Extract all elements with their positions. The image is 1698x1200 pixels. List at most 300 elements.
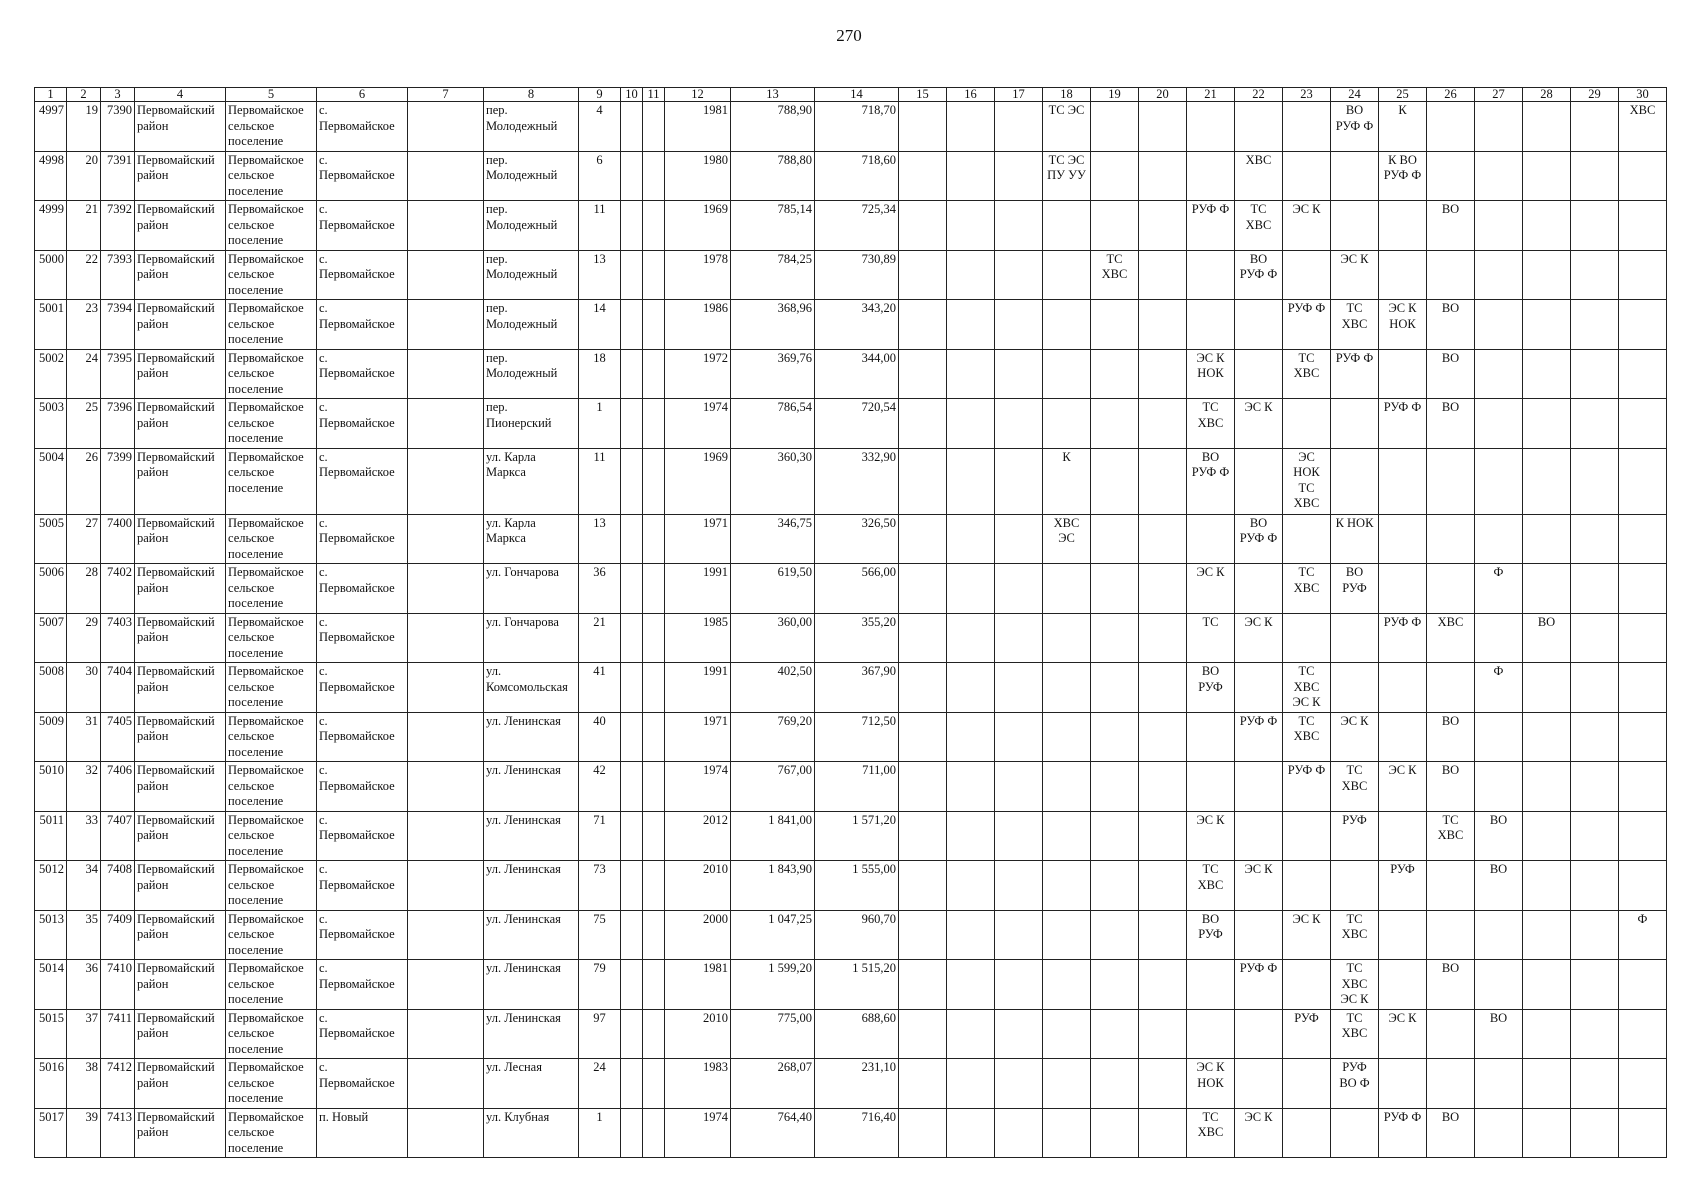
table-cell-col-8: ул. Ленинская [484, 861, 579, 911]
table-cell-col-17 [995, 861, 1043, 911]
table-cell-col-17 [995, 910, 1043, 960]
table-cell-col-12: 2012 [665, 811, 731, 861]
table-cell-col-12: 1972 [665, 349, 731, 399]
column-header-4: 4 [135, 88, 226, 102]
table-cell-col-10 [621, 399, 643, 449]
table-cell-col-29 [1571, 201, 1619, 251]
table-cell-col-6: с. Первомайское [317, 613, 408, 663]
table-cell-col-11 [643, 399, 665, 449]
table-cell-col-26 [1427, 1009, 1475, 1059]
table-cell-col-19 [1091, 349, 1139, 399]
table-cell-col-12: 1978 [665, 250, 731, 300]
table-cell-col-7 [408, 399, 484, 449]
table-cell-col-25: РУФ Ф [1379, 613, 1427, 663]
table-cell-col-2: 33 [67, 811, 101, 861]
table-cell-col-30 [1619, 1009, 1667, 1059]
table-cell-col-30: ХВС [1619, 102, 1667, 152]
table-cell-col-19 [1091, 861, 1139, 911]
column-header-23: 23 [1283, 88, 1331, 102]
table-cell-col-15 [899, 712, 947, 762]
table-cell-col-14: 343,20 [815, 300, 899, 350]
table-cell-col-21: ЭС К НОК [1187, 1059, 1235, 1109]
table-cell-col-11 [643, 201, 665, 251]
table-cell-col-14: 566,00 [815, 564, 899, 614]
table-cell-col-19 [1091, 1108, 1139, 1158]
table-cell-col-19 [1091, 811, 1139, 861]
table-cell-col-6: с. Первомайское [317, 300, 408, 350]
table-cell-col-8: ул. Карла Маркса [484, 448, 579, 514]
table-cell-col-24 [1331, 448, 1379, 514]
table-cell-col-14: 712,50 [815, 712, 899, 762]
table-cell-col-29 [1571, 399, 1619, 449]
table-cell-col-13: 360,00 [731, 613, 815, 663]
table-cell-col-20 [1139, 250, 1187, 300]
column-header-20: 20 [1139, 88, 1187, 102]
table-cell-col-9: 41 [579, 663, 621, 713]
table-cell-col-8: пер. Молодежный [484, 349, 579, 399]
table-cell-col-15 [899, 910, 947, 960]
table-cell-col-6: с. Первомайское [317, 663, 408, 713]
table-cell-col-16 [947, 960, 995, 1010]
table-cell-col-16 [947, 102, 995, 152]
table-cell-col-29 [1571, 811, 1619, 861]
table-cell-col-4: Первомайский район [135, 663, 226, 713]
table-cell-col-29 [1571, 514, 1619, 564]
table-cell-col-5: Первомайское сельское поселение [226, 1108, 317, 1158]
table-cell-col-11 [643, 300, 665, 350]
table-cell-col-29 [1571, 1009, 1619, 1059]
table-cell-col-24: ТС ХВС [1331, 300, 1379, 350]
table-cell-col-19 [1091, 300, 1139, 350]
table-cell-col-27 [1475, 399, 1523, 449]
table-cell-col-26 [1427, 663, 1475, 713]
table-cell-col-2: 24 [67, 349, 101, 399]
table-cell-col-29 [1571, 712, 1619, 762]
table-cell-col-15 [899, 448, 947, 514]
table-cell-col-7 [408, 762, 484, 812]
table-row [35, 811, 1667, 861]
table-cell-col-24 [1331, 663, 1379, 713]
table-cell-col-8: пер. Молодежный [484, 151, 579, 201]
table-cell-col-16 [947, 201, 995, 251]
table-cell-col-22: ВО РУФ Ф [1235, 250, 1283, 300]
table-cell-col-12: 1974 [665, 762, 731, 812]
table-cell-col-23 [1283, 250, 1331, 300]
table-cell-col-16 [947, 861, 995, 911]
table-cell-col-28 [1523, 448, 1571, 514]
column-header-22: 22 [1235, 88, 1283, 102]
table-cell-col-29 [1571, 349, 1619, 399]
table-cell-col-16 [947, 250, 995, 300]
table-cell-col-6: п. Новый [317, 1108, 408, 1158]
column-header-7: 7 [408, 88, 484, 102]
table-cell-col-3: 7410 [101, 960, 135, 1010]
table-cell-col-6: с. Первомайское [317, 151, 408, 201]
column-header-14: 14 [815, 88, 899, 102]
table-cell-col-30 [1619, 960, 1667, 1010]
table-cell-col-29 [1571, 910, 1619, 960]
table-cell-col-26 [1427, 861, 1475, 911]
table-cell-col-11 [643, 861, 665, 911]
table-cell-col-16 [947, 564, 995, 614]
table-cell-col-9: 36 [579, 564, 621, 614]
table-cell-col-23 [1283, 102, 1331, 152]
table-cell-col-3: 7412 [101, 1059, 135, 1109]
table-cell-col-13: 769,20 [731, 712, 815, 762]
table-row [35, 102, 1667, 152]
table-cell-col-16 [947, 1059, 995, 1109]
table-cell-col-4: Первомайский район [135, 861, 226, 911]
column-header-1: 1 [35, 88, 67, 102]
table-cell-col-5: Первомайское сельское поселение [226, 201, 317, 251]
table-cell-col-15 [899, 613, 947, 663]
table-cell-col-18 [1043, 960, 1091, 1010]
table-cell-col-1: 5004 [35, 448, 67, 514]
table-cell-col-3: 7402 [101, 564, 135, 614]
table-cell-col-5: Первомайское сельское поселение [226, 1009, 317, 1059]
table-cell-col-14: 1 515,20 [815, 960, 899, 1010]
table-cell-col-19 [1091, 514, 1139, 564]
table-cell-col-28 [1523, 811, 1571, 861]
table-cell-col-30 [1619, 151, 1667, 201]
table-cell-col-10 [621, 1108, 643, 1158]
table-cell-col-29 [1571, 300, 1619, 350]
column-header-13: 13 [731, 88, 815, 102]
table-cell-col-14: 720,54 [815, 399, 899, 449]
table-cell-col-9: 6 [579, 151, 621, 201]
table-cell-col-3: 7406 [101, 762, 135, 812]
table-cell-col-10 [621, 762, 643, 812]
table-cell-col-7 [408, 1108, 484, 1158]
table-cell-col-13: 786,54 [731, 399, 815, 449]
column-header-10: 10 [621, 88, 643, 102]
table-cell-col-11 [643, 910, 665, 960]
table-cell-col-22: РУФ Ф [1235, 960, 1283, 1010]
table-cell-col-24: К НОК [1331, 514, 1379, 564]
table-cell-col-24: ЭС К [1331, 712, 1379, 762]
table-cell-col-22 [1235, 300, 1283, 350]
table-cell-col-23: ЭС К [1283, 201, 1331, 251]
table-cell-col-22 [1235, 663, 1283, 713]
table-cell-col-24: РУФ Ф [1331, 349, 1379, 399]
table-cell-col-12: 2000 [665, 910, 731, 960]
table-cell-col-9: 18 [579, 349, 621, 399]
table-cell-col-8: ул. Карла Маркса [484, 514, 579, 564]
table-cell-col-22 [1235, 448, 1283, 514]
table-cell-col-4: Первомайский район [135, 349, 226, 399]
table-cell-col-14: 326,50 [815, 514, 899, 564]
table-cell-col-21 [1187, 762, 1235, 812]
table-cell-col-2: 26 [67, 448, 101, 514]
table-cell-col-18 [1043, 712, 1091, 762]
table-cell-col-14: 231,10 [815, 1059, 899, 1109]
table-cell-col-19 [1091, 910, 1139, 960]
table-cell-col-22 [1235, 564, 1283, 614]
table-cell-col-28 [1523, 399, 1571, 449]
table-cell-col-4: Первомайский район [135, 613, 226, 663]
table-cell-col-25 [1379, 712, 1427, 762]
table-cell-col-21: ВО РУФ [1187, 910, 1235, 960]
table-cell-col-11 [643, 712, 665, 762]
table-cell-col-27 [1475, 1108, 1523, 1158]
table-cell-col-23 [1283, 399, 1331, 449]
table-cell-col-23 [1283, 960, 1331, 1010]
table-cell-col-15 [899, 960, 947, 1010]
table-cell-col-18: ХВС ЭС [1043, 514, 1091, 564]
table-cell-col-30 [1619, 399, 1667, 449]
table-row [35, 960, 1667, 1010]
table-cell-col-20 [1139, 861, 1187, 911]
table-cell-col-20 [1139, 349, 1187, 399]
column-header-9: 9 [579, 88, 621, 102]
table-cell-col-15 [899, 663, 947, 713]
table-cell-col-8: ул. Комсомольская [484, 663, 579, 713]
table-cell-col-5: Первомайское сельское поселение [226, 960, 317, 1010]
table-cell-col-28 [1523, 201, 1571, 251]
table-cell-col-25 [1379, 514, 1427, 564]
table-cell-col-17 [995, 448, 1043, 514]
table-cell-col-2: 34 [67, 861, 101, 911]
table-cell-col-25 [1379, 960, 1427, 1010]
table-cell-col-23: ТС ХВС [1283, 712, 1331, 762]
table-cell-col-20 [1139, 910, 1187, 960]
table-cell-col-22: ЭС К [1235, 861, 1283, 911]
table-cell-col-30 [1619, 250, 1667, 300]
table-cell-col-12: 1985 [665, 613, 731, 663]
table-cell-col-16 [947, 300, 995, 350]
table-row [35, 300, 1667, 350]
table-cell-col-21: ВО РУФ [1187, 663, 1235, 713]
table-cell-col-26: ВО [1427, 712, 1475, 762]
table-cell-col-5: Первомайское сельское поселение [226, 613, 317, 663]
table-cell-col-1: 5005 [35, 514, 67, 564]
table-cell-col-20 [1139, 663, 1187, 713]
table-cell-col-5: Первомайское сельское поселение [226, 448, 317, 514]
table-cell-col-20 [1139, 448, 1187, 514]
table-cell-col-7 [408, 250, 484, 300]
table-cell-col-4: Первомайский район [135, 514, 226, 564]
table-cell-col-9: 1 [579, 1108, 621, 1158]
table-cell-col-28 [1523, 300, 1571, 350]
table-cell-col-6: с. Первомайское [317, 861, 408, 911]
table-cell-col-6: с. Первомайское [317, 1059, 408, 1109]
table-cell-col-27 [1475, 349, 1523, 399]
table-cell-col-5: Первомайское сельское поселение [226, 663, 317, 713]
table-cell-col-15 [899, 1009, 947, 1059]
table-cell-col-2: 31 [67, 712, 101, 762]
table-cell-col-30 [1619, 300, 1667, 350]
table-cell-col-17 [995, 151, 1043, 201]
table-cell-col-11 [643, 811, 665, 861]
table-cell-col-22: ВО РУФ Ф [1235, 514, 1283, 564]
table-cell-col-23 [1283, 613, 1331, 663]
table-cell-col-23 [1283, 151, 1331, 201]
table-cell-col-25: К ВО РУФ Ф [1379, 151, 1427, 201]
table-cell-col-3: 7407 [101, 811, 135, 861]
table-cell-col-25: ЭС К НОК [1379, 300, 1427, 350]
table-cell-col-20 [1139, 1108, 1187, 1158]
table-cell-col-29 [1571, 861, 1619, 911]
table-cell-col-17 [995, 102, 1043, 152]
table-cell-col-5: Первомайское сельское поселение [226, 712, 317, 762]
table-cell-col-27 [1475, 613, 1523, 663]
table-cell-col-21 [1187, 300, 1235, 350]
table-cell-col-11 [643, 663, 665, 713]
table-cell-col-11 [643, 448, 665, 514]
table-cell-col-27: Ф [1475, 663, 1523, 713]
table-cell-col-12: 1971 [665, 712, 731, 762]
table-row [35, 349, 1667, 399]
column-header-21: 21 [1187, 88, 1235, 102]
table-cell-col-20 [1139, 712, 1187, 762]
table-cell-col-23: РУФ Ф [1283, 300, 1331, 350]
table-cell-col-12: 1981 [665, 102, 731, 152]
table-cell-col-7 [408, 448, 484, 514]
table-cell-col-12: 1983 [665, 1059, 731, 1109]
table-cell-col-25: ЭС К [1379, 762, 1427, 812]
table-cell-col-9: 11 [579, 448, 621, 514]
table-cell-col-17 [995, 514, 1043, 564]
table-header [35, 88, 1667, 102]
table-cell-col-8: ул. Гончарова [484, 613, 579, 663]
table-cell-col-11 [643, 960, 665, 1010]
table-cell-col-2: 29 [67, 613, 101, 663]
table-cell-col-1: 5012 [35, 861, 67, 911]
table-cell-col-7 [408, 102, 484, 152]
table-cell-col-22: ХВС [1235, 151, 1283, 201]
table-cell-col-24: ТС ХВС [1331, 762, 1379, 812]
table-cell-col-21: ЭС К НОК [1187, 349, 1235, 399]
table-cell-col-1: 5013 [35, 910, 67, 960]
column-header-27: 27 [1475, 88, 1523, 102]
table-cell-col-9: 24 [579, 1059, 621, 1109]
table-cell-col-14: 1 555,00 [815, 861, 899, 911]
table-cell-col-15 [899, 1108, 947, 1158]
table-cell-col-18 [1043, 300, 1091, 350]
table-cell-col-18 [1043, 762, 1091, 812]
table-cell-col-28 [1523, 564, 1571, 614]
column-number-row [35, 88, 1667, 102]
table-cell-col-24: ТС ХВС [1331, 910, 1379, 960]
table-cell-col-4: Первомайский район [135, 300, 226, 350]
table-cell-col-9: 13 [579, 250, 621, 300]
table-cell-col-16 [947, 712, 995, 762]
table-cell-col-16 [947, 910, 995, 960]
table-cell-col-1: 5001 [35, 300, 67, 350]
table-cell-col-5: Первомайское сельское поселение [226, 349, 317, 399]
table-cell-col-19 [1091, 448, 1139, 514]
table-cell-col-23: ТС ХВС [1283, 349, 1331, 399]
table-cell-col-20 [1139, 300, 1187, 350]
table-cell-col-20 [1139, 102, 1187, 152]
table-cell-col-10 [621, 102, 643, 152]
table-cell-col-11 [643, 1059, 665, 1109]
table-cell-col-22: ЭС К [1235, 399, 1283, 449]
table-cell-col-14: 960,70 [815, 910, 899, 960]
table-cell-col-11 [643, 762, 665, 812]
table-cell-col-25 [1379, 250, 1427, 300]
table-cell-col-8: ул. Гончарова [484, 564, 579, 614]
table-cell-col-5: Первомайское сельское поселение [226, 811, 317, 861]
column-header-18: 18 [1043, 88, 1091, 102]
table-cell-col-13: 1 841,00 [731, 811, 815, 861]
table-cell-col-12: 1991 [665, 564, 731, 614]
table-cell-col-13: 368,96 [731, 300, 815, 350]
table-cell-col-2: 37 [67, 1009, 101, 1059]
column-header-29: 29 [1571, 88, 1619, 102]
table-cell-col-1: 5014 [35, 960, 67, 1010]
table-cell-col-1: 5015 [35, 1009, 67, 1059]
table-cell-col-18 [1043, 613, 1091, 663]
table-cell-col-10 [621, 349, 643, 399]
table-cell-col-2: 23 [67, 300, 101, 350]
table-cell-col-21: ВО РУФ Ф [1187, 448, 1235, 514]
table-cell-col-9: 73 [579, 861, 621, 911]
table-cell-col-26 [1427, 910, 1475, 960]
column-header-11: 11 [643, 88, 665, 102]
table-cell-col-27 [1475, 250, 1523, 300]
table-cell-col-2: 30 [67, 663, 101, 713]
table-cell-col-2: 39 [67, 1108, 101, 1158]
table-cell-col-29 [1571, 613, 1619, 663]
table-cell-col-10 [621, 861, 643, 911]
table-cell-col-27 [1475, 448, 1523, 514]
table-cell-col-20 [1139, 613, 1187, 663]
table-cell-col-5: Первомайское сельское поселение [226, 1059, 317, 1109]
table-cell-col-17 [995, 613, 1043, 663]
table-cell-col-30 [1619, 349, 1667, 399]
table-cell-col-1: 4999 [35, 201, 67, 251]
table-cell-col-9: 4 [579, 102, 621, 152]
table-cell-col-10 [621, 663, 643, 713]
table-cell-col-30 [1619, 811, 1667, 861]
table-cell-col-30 [1619, 564, 1667, 614]
table-cell-col-30 [1619, 201, 1667, 251]
table-cell-col-3: 7394 [101, 300, 135, 350]
table-cell-col-23: ЭС НОК ТС ХВС [1283, 448, 1331, 514]
table-cell-col-12: 1991 [665, 663, 731, 713]
table-cell-col-19 [1091, 102, 1139, 152]
table-cell-col-6: с. Первомайское [317, 712, 408, 762]
column-header-16: 16 [947, 88, 995, 102]
table-cell-col-28 [1523, 762, 1571, 812]
table-cell-col-1: 4998 [35, 151, 67, 201]
table-cell-col-16 [947, 448, 995, 514]
table-cell-col-18: К [1043, 448, 1091, 514]
column-header-28: 28 [1523, 88, 1571, 102]
table-cell-col-8: ул. Ленинская [484, 811, 579, 861]
table-cell-col-14: 718,60 [815, 151, 899, 201]
table-cell-col-15 [899, 811, 947, 861]
table-cell-col-15 [899, 300, 947, 350]
table-cell-col-22: РУФ Ф [1235, 712, 1283, 762]
table-cell-col-11 [643, 102, 665, 152]
table-cell-col-26: ХВС [1427, 613, 1475, 663]
column-header-24: 24 [1331, 88, 1379, 102]
table-cell-col-29 [1571, 102, 1619, 152]
table-cell-col-3: 7392 [101, 201, 135, 251]
table-cell-col-11 [643, 349, 665, 399]
table-cell-col-19: ТС ХВС [1091, 250, 1139, 300]
table-cell-col-25 [1379, 811, 1427, 861]
table-cell-col-14: 688,60 [815, 1009, 899, 1059]
table-cell-col-30 [1619, 448, 1667, 514]
table-cell-col-7 [408, 514, 484, 564]
table-cell-col-21: ЭС К [1187, 811, 1235, 861]
table-cell-col-23 [1283, 811, 1331, 861]
table-cell-col-1: 5000 [35, 250, 67, 300]
table-cell-col-29 [1571, 151, 1619, 201]
